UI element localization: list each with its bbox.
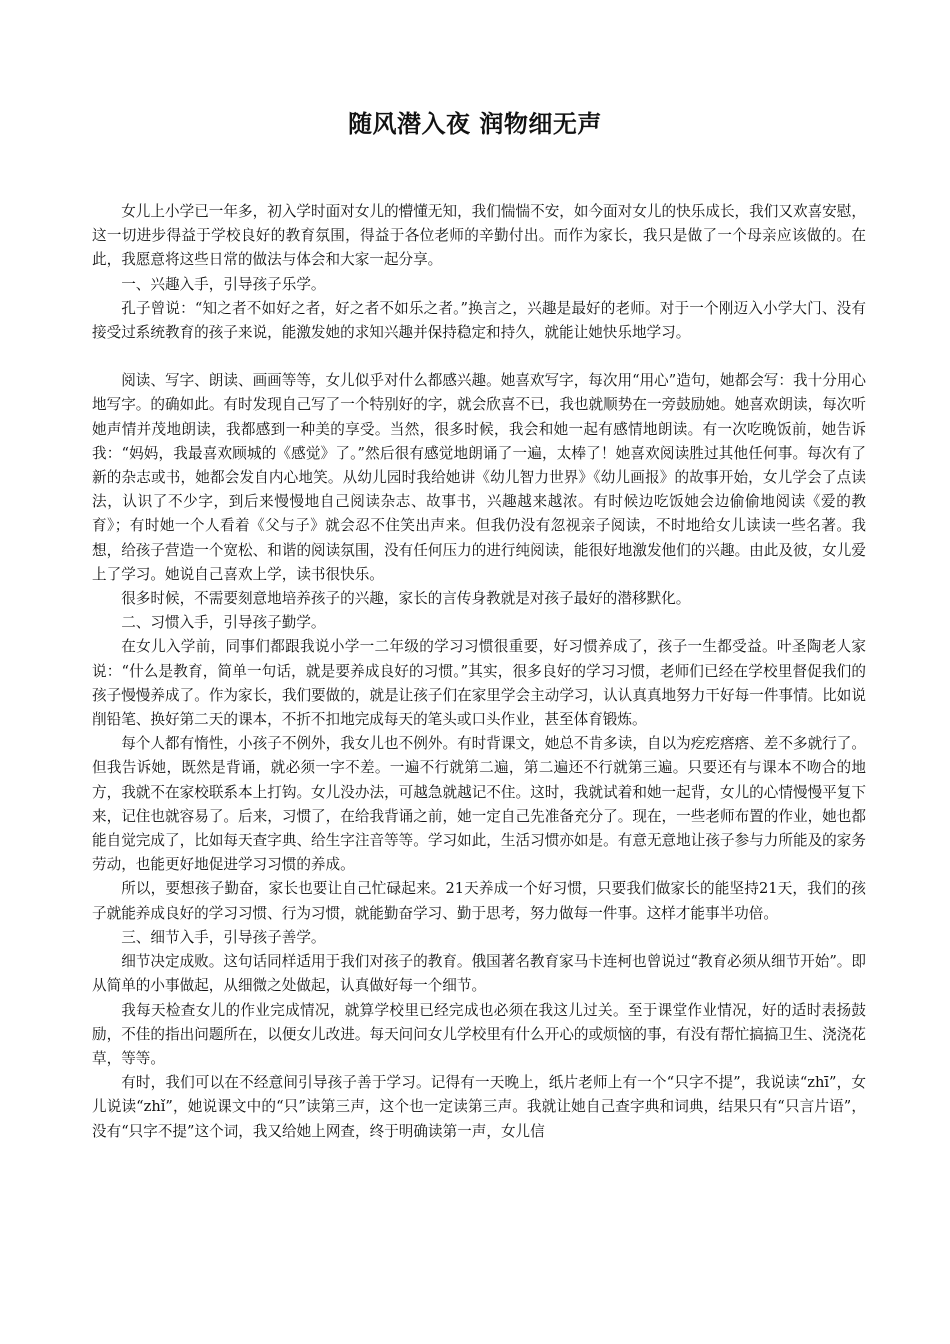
document-body — [92, 200, 866, 1144]
paragraph-21-days: 所以，要想孩子勤奋，家长也要让自己忙碌起来。21天养成一个好习惯，只要我们做家长的能坚持21天，我们的孩子就能养成良好的学习习惯、行为习惯，就能勤奋学习、勤于思考，努力做每一件事。这样才能事半功倍。 — [92, 880, 866, 922]
section-heading-habits: 二、习惯入手，引导孩子勤学。 — [121, 614, 326, 632]
paragraph-details-matter: 细节决定成败。这句话同样适用于我们对孩子的教育。俄国著名教育家马卡连柯也曾说过“教育必须从细节开始”。即从简单的小事做起，从细微之处做起，认真做好每一个细节。 — [92, 953, 866, 995]
section-heading-interest: 一、兴趣入手，引导孩子乐学。 — [121, 275, 326, 293]
section-heading-details: 三、细节入手，引导孩子善学。 — [121, 928, 326, 946]
paragraph-reading-writing: 阅读、写字、朗读、画画等等，女儿似乎对什么都感兴趣。她喜欢写字，每次用“用心”造句，她都会写：我十分用心地写字。的确如此。有时发现自己写了一个特别好的字，就会欣喜不已，我也就顺势在一旁鼓励她。她喜欢朗读，每次听她声情并茂地朗读，我都感到一种美的享受。当然，很多时候，我会和她一起有感情地朗读。有一次吃晚饭前，她告诉我：“妈妈，我最喜欢顾城的《感觉》了。”然后很有感觉地朗诵了一遍，太棒了！她喜欢阅读胜过其他任何事。每次有了新的杂志或书，她都会发自内心地笑。从幼儿园时我给她讲《幼儿智力世界》《幼儿画报》的故事开始，女儿学会了点读法，认识了不少字，到后来慢慢地自己阅读杂志、故事书，兴趣越来越浓。有时候边吃饭她会边偷偷地阅读《爱的教育》；有时她一个人看着《父与子》就会忍不住笑出声来。但我仍没有忽视亲子阅读，不时地给女儿读读一些名著。我想，给孩子营造一个宽松、和谐的阅读氛围，没有任何压力的进行纯阅读，能很好地激发他们的兴趣。由此及彼，女儿爱上了学习。她说自己喜欢上学，读书很快乐。 — [92, 372, 866, 583]
paragraph-pronunciation-story: 有时，我们可以在不经意间引导孩子善于学习。记得有一天晚上，纸片老师上有一个“只字不提”，我说读“zhī”，女儿说读“zhǐ”，她说课文中的“只”读第三声，这个也一定读第三声。我就让她自己查字典和词典，结果只有“只言片语”，没有“只字不提”这个词，我又给她上网查，终于明确读第一声，女儿信 — [92, 1074, 866, 1140]
paragraph-parent-example: 很多时候，不需要刻意地培养孩子的兴趣，家长的言传身教就是对孩子最好的潜移默化。 — [121, 590, 691, 608]
paragraph-homework-check: 我每天检查女儿的作业完成情况，就算学校里已经完成也必须在我这儿过关。至于课堂作业情况，好的适时表扬鼓励，不佳的指出问题所在，以便女儿改进。每天问问女儿学校里有什么开心的或烦恼的事，有没有帮忙搞搞卫生、浇浇花草，等等。 — [92, 1001, 866, 1067]
paragraph-confucius-quote: 孔子曾说：“知之者不如好之者，好之者不如乐之者。”换言之，兴趣是最好的老师。对于一个刚迈入小学大门、没有接受过系统教育的孩子来说，能激发她的求知兴趣并保持稳定和持久，就能让她快乐地学习。 — [92, 299, 866, 342]
paragraph-laziness: 每个人都有惰性，小孩子不例外，我女儿也不例外。有时背课文，她总不肯多读，自以为疙疙瘩瘩、差不多就行了。但我告诉她，既然是背诵，就必须一字不差。一遍不行就第二遍，第二遍还不行就第三遍。只要还有与课本不吻合的地方，我就不在家校联系本上打钩。女儿没办法，可越急就越记不住。这时，我就试着和她一起背，女儿的心情慢慢平复下来，记住也就容易了。后来，习惯了，在给我背诵之前，她一定自己先准备充分了。现在，一些老师布置的作业，她也都能自觉完成了，比如每天查字典、给生字注音等等。学习如此，生活习惯亦如是。有意无意地让孩子参与力所能及的家务劳动，也能更好地促进学习习惯的养成。 — [92, 735, 866, 874]
paragraph-study-habits: 在女儿入学前，同事们都跟我说小学一二年级的学习习惯很重要，好习惯养成了，孩子一生都受益。叶圣陶老人家说：“什么是教育，简单一句话，就是要养成良好的习惯。”其实，很多良好的学习习惯，老师们已经在学校里督促我们的孩子慢慢养成了。作为家长，我们要做的，就是让孩子们在家里学会主动学习，认认真真地努力干好每一件事情。比如说削铅笔、换好第二天的课本，不折不扣地完成每天的笔头或口头作业，甚至体育锻炼。 — [92, 638, 866, 729]
document-title: 随风潜入夜 润物细无声 — [348, 109, 602, 138]
paragraph-intro: 女儿上小学已一年多，初入学时面对女儿的懵懂无知，我们惴惴不安，如今面对女儿的快乐成长，我们又欢喜安慰，这一切进步得益于学校良好的教育氛围，得益于各位老师的辛勤付出。而作为家长，我只是做了一个母亲应该做的。在此，我愿意将这些日常的做法与体会和大家一起分享。 — [92, 203, 866, 269]
